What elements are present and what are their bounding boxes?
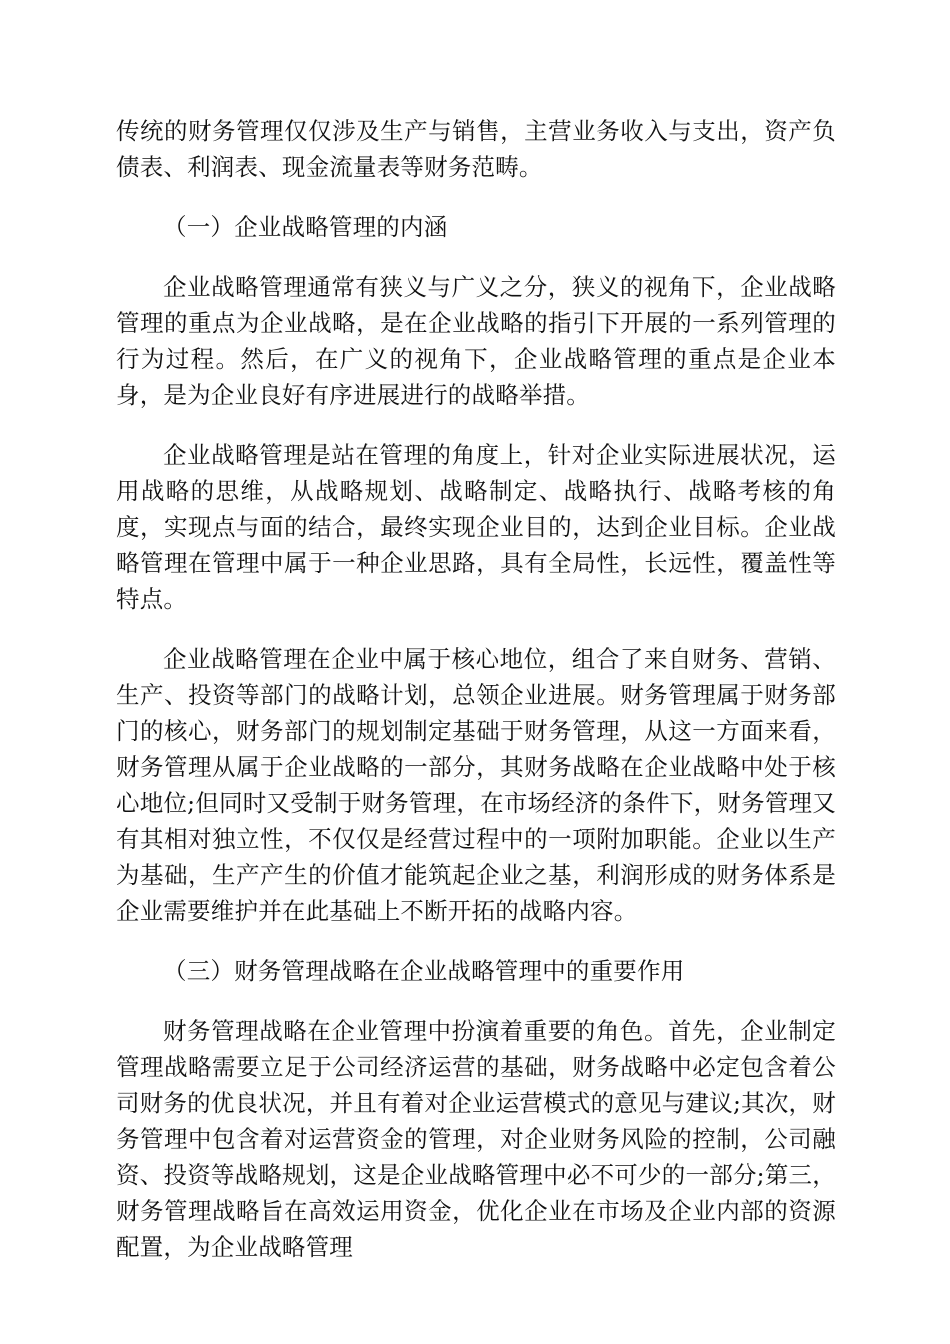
paragraph-5: 财务管理战略在企业管理中扮演着重要的角色。首先，企业制定管理战略需要立足于公司经济运营的基础，财务战略中必定包含着公司财务的优良状况，并且有着对企业运营模式的意见与建议;其次，财务管理中包含着对运营资金的管理，对企业财务风险的控制，公司融资、投资等战略规划，这是企业战略管理中必不可少的一部分;第三，财务管理战略旨在高效运用资金，优化企业在市场及企业内部的资源配置，为企业战略管理 <box>116 1017 836 1261</box>
paragraph-3: 企业战略管理是站在管理的角度上，针对企业实际进展状况，运用战略的思维，从战略规划、战略制定、战略执行、战略考核的角度，实现点与面的结合，最终实现企业目的，达到企业目标。企业战略管理在管理中属于一种企业思路，具有全局性，长远性，覆盖性等特点。 <box>116 441 836 613</box>
paragraph-2: 企业战略管理通常有狭义与广义之分，狭义的视角下，企业战略管理的重点为企业战略，是在企业战略的指引下开展的一系列管理的行为过程。然后，在广义的视角下，企业战略管理的重点是企业本身，是为企业良好有序进展进行的战略举措。 <box>116 273 836 409</box>
section-heading-1: （一）企业战略管理的内涵 <box>163 213 448 241</box>
document-body <box>116 113 836 1265</box>
paragraph-1: 传统的财务管理仅仅涉及生产与销售，主营业务收入与支出，资产负债表、利润表、现金流量表等财务范畴。 <box>116 117 836 181</box>
paragraph-4: 企业战略管理在企业中属于核心地位，组合了来自财务、营销、生产、投资等部门的战略计划，总领企业进展。财务管理属于财务部门的核心，财务部门的规划制定基础于财务管理，从这一方面来看，财务管理从属于企业战略的一部分，其财务战略在企业战略中处于核心地位;但同时又受制于财务管理，在市场经济的条件下，财务管理又有其相对独立性，不仅仅是经营过程中的一项附加职能。企业以生产为基础，生产产生的价值才能筑起企业之基，利润形成的财务体系是企业需要维护并在此基础上不断开拓的战略内容。 <box>116 645 836 925</box>
section-heading-3: （三）财务管理战略在企业战略管理中的重要作用 <box>163 957 685 985</box>
